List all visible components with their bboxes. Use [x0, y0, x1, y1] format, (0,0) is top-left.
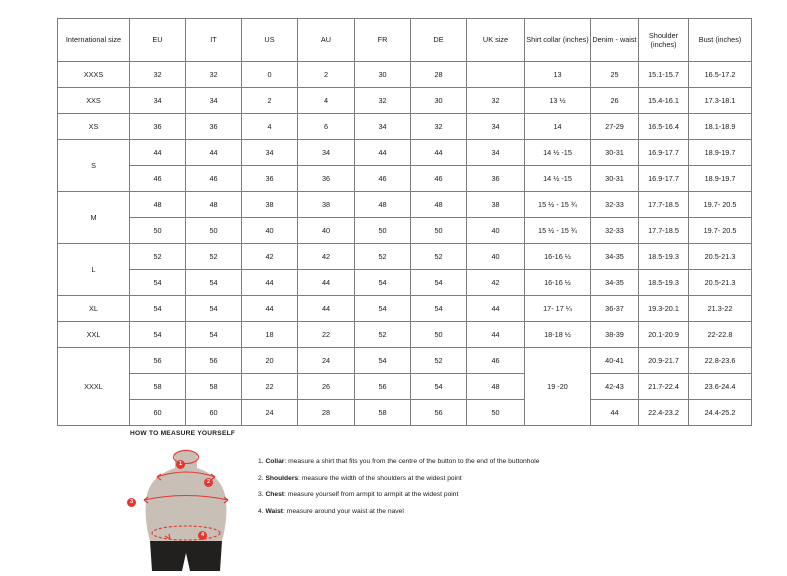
cell-eu: 32 — [130, 62, 186, 88]
cell-bust: 22.8-23.6 — [689, 348, 752, 374]
cell-bust: 17.3-18.1 — [689, 88, 752, 114]
cell-international-size: XL — [58, 296, 130, 322]
cell-denim-waist: 40-41 — [591, 348, 639, 374]
cell-it: 54 — [186, 322, 242, 348]
cell-uk-size: 32 — [467, 88, 525, 114]
cell-au: 44 — [298, 270, 355, 296]
size-table — [57, 18, 752, 426]
cell-fr: 54 — [355, 270, 411, 296]
cell-uk-size: 40 — [467, 218, 525, 244]
cell-eu: 58 — [130, 374, 186, 400]
column-header-denim-waist: Denim - waist — [591, 19, 639, 62]
cell-denim-waist: 30-31 — [591, 166, 639, 192]
cell-de: 52 — [411, 348, 467, 374]
cell-it: 32 — [186, 62, 242, 88]
measure-step-number: 1. — [258, 458, 266, 465]
size-table-container — [57, 18, 742, 426]
cell-de: 48 — [411, 192, 467, 218]
table-row — [58, 62, 752, 88]
mannequin-figure — [130, 443, 240, 568]
cell-shirt-collar: 16-16 ½ — [525, 270, 591, 296]
cell-it: 56 — [186, 348, 242, 374]
column-header-us: US — [242, 19, 298, 62]
cell-de: 30 — [411, 88, 467, 114]
cell-eu: 56 — [130, 348, 186, 374]
table-row — [58, 88, 752, 114]
cell-bust: 23.6-24.4 — [689, 374, 752, 400]
cell-uk-size: 40 — [467, 244, 525, 270]
column-header-uk-size: UK size — [467, 19, 525, 62]
cell-au: 4 — [298, 88, 355, 114]
cell-shirt-collar: 13 ½ — [525, 88, 591, 114]
cell-bust: 20.5-21.3 — [689, 244, 752, 270]
measure-step — [258, 474, 539, 483]
bullet-2-shoulders: 2 — [204, 478, 213, 487]
cell-denim-waist: 42-43 — [591, 374, 639, 400]
cell-it: 48 — [186, 192, 242, 218]
cell-us: 24 — [242, 400, 298, 426]
cell-fr: 52 — [355, 244, 411, 270]
column-header-shoulder: Shoulder (inches) — [639, 19, 689, 62]
cell-shirt-collar: 17- 17 ¼ — [525, 296, 591, 322]
table-row — [58, 270, 752, 296]
cell-fr: 32 — [355, 88, 411, 114]
cell-fr: 58 — [355, 400, 411, 426]
cell-it: 52 — [186, 244, 242, 270]
column-header-eu: EU — [130, 19, 186, 62]
cell-bust: 20.5-21.3 — [689, 270, 752, 296]
cell-fr: 46 — [355, 166, 411, 192]
cell-us: 40 — [242, 218, 298, 244]
cell-eu: 60 — [130, 400, 186, 426]
cell-denim-waist: 32-33 — [591, 192, 639, 218]
bullet-1-collar: 1 — [176, 460, 185, 469]
cell-eu: 48 — [130, 192, 186, 218]
measure-step-text: : measure a shirt that fits you from the centre of the button to the end of the buttonhole — [284, 458, 540, 465]
table-row — [58, 218, 752, 244]
cell-us: 22 — [242, 374, 298, 400]
cell-international-size: XS — [58, 114, 130, 140]
cell-fr: 50 — [355, 218, 411, 244]
cell-shirt-collar: 14 ½ -15 — [525, 166, 591, 192]
cell-fr: 54 — [355, 348, 411, 374]
cell-it: 36 — [186, 114, 242, 140]
table-header — [58, 19, 752, 62]
cell-shirt-collar: 15 ½ - 15 ¾ — [525, 218, 591, 244]
cell-eu: 54 — [130, 270, 186, 296]
cell-de: 54 — [411, 270, 467, 296]
cell-denim-waist: 32-33 — [591, 218, 639, 244]
column-header-bust: Bust (inches) — [689, 19, 752, 62]
column-header-au: AU — [298, 19, 355, 62]
table-row — [58, 322, 752, 348]
cell-it: 50 — [186, 218, 242, 244]
cell-shoulder: 16.9-17.7 — [639, 166, 689, 192]
cell-de: 28 — [411, 62, 467, 88]
column-header-shirt-collar: Shirt collar (inches) — [525, 19, 591, 62]
cell-us: 2 — [242, 88, 298, 114]
cell-eu: 46 — [130, 166, 186, 192]
cell-au: 28 — [298, 400, 355, 426]
cell-eu: 54 — [130, 322, 186, 348]
cell-it: 44 — [186, 140, 242, 166]
cell-bust: 22-22.8 — [689, 322, 752, 348]
table-row — [58, 114, 752, 140]
measure-step-number: 4. — [258, 507, 266, 515]
cell-denim-waist: 30-31 — [591, 140, 639, 166]
cell-de: 54 — [411, 296, 467, 322]
cell-bust: 16.5-17.2 — [689, 62, 752, 88]
cell-us: 44 — [242, 296, 298, 322]
cell-shirt-collar: 14 ½ -15 — [525, 140, 591, 166]
cell-uk-size: 36 — [467, 166, 525, 192]
cell-shoulder: 16.9-17.7 — [639, 140, 689, 166]
cell-shoulder: 20.1-20.9 — [639, 322, 689, 348]
cell-fr: 56 — [355, 374, 411, 400]
cell-shirt-collar: 18-18 ½ — [525, 322, 591, 348]
cell-fr: 48 — [355, 192, 411, 218]
cell-us: 0 — [242, 62, 298, 88]
cell-au: 22 — [298, 322, 355, 348]
how-to-measure-title: HOW TO MEASURE YOURSELF — [130, 430, 236, 437]
cell-denim-waist: 34-35 — [591, 244, 639, 270]
cell-uk-size: 42 — [467, 270, 525, 296]
measure-step — [258, 490, 539, 499]
cell-bust: 18.1-18.9 — [689, 114, 752, 140]
cell-eu: 36 — [130, 114, 186, 140]
cell-shoulder: 15.1-15.7 — [639, 62, 689, 88]
cell-bust: 21.3-22 — [689, 296, 752, 322]
cell-international-size: XXXL — [58, 348, 130, 426]
measure-step-text: : measure the width of the shoulders at the widest point — [298, 474, 462, 482]
table-row — [58, 348, 752, 374]
column-header-fr: FR — [355, 19, 411, 62]
how-to-measure-section — [130, 430, 750, 568]
cell-us: 38 — [242, 192, 298, 218]
cell-us: 4 — [242, 114, 298, 140]
cell-denim-waist: 34-35 — [591, 270, 639, 296]
cell-shirt-collar: 19 -20 — [525, 348, 591, 426]
measure-step-term: Collar — [265, 458, 285, 465]
cell-fr: 54 — [355, 296, 411, 322]
cell-au: 42 — [298, 244, 355, 270]
cell-denim-waist: 27-29 — [591, 114, 639, 140]
cell-international-size: M — [58, 192, 130, 244]
measure-step-term: Shoulders — [265, 474, 299, 482]
cell-de: 44 — [411, 140, 467, 166]
cell-us: 18 — [242, 322, 298, 348]
cell-de: 52 — [411, 244, 467, 270]
column-header-de: DE — [411, 19, 467, 62]
column-header-international-size: International size — [58, 19, 130, 62]
cell-denim-waist: 36-37 — [591, 296, 639, 322]
cell-fr: 44 — [355, 140, 411, 166]
table-row — [58, 400, 752, 426]
cell-bust: 18.9-19.7 — [689, 166, 752, 192]
cell-uk-size: 38 — [467, 192, 525, 218]
cell-shirt-collar: 13 — [525, 62, 591, 88]
cell-it: 54 — [186, 296, 242, 322]
bullet-4-waist: 4 — [198, 531, 207, 540]
measure-steps-list — [258, 443, 539, 523]
cell-international-size: S — [58, 140, 130, 192]
cell-au: 44 — [298, 296, 355, 322]
cell-it: 46 — [186, 166, 242, 192]
cell-bust: 18.9-19.7 — [689, 140, 752, 166]
cell-international-size: XXL — [58, 322, 130, 348]
bullet-3-chest: 3 — [127, 498, 136, 507]
cell-shoulder: 19.3-20.1 — [639, 296, 689, 322]
cell-uk-size: 46 — [467, 348, 525, 374]
cell-international-size: XXS — [58, 88, 130, 114]
cell-eu: 50 — [130, 218, 186, 244]
cell-shoulder: 16.5-16.4 — [639, 114, 689, 140]
column-header-it: IT — [186, 19, 242, 62]
cell-denim-waist: 38-39 — [591, 322, 639, 348]
cell-de: 32 — [411, 114, 467, 140]
cell-shirt-collar: 16-16 ½ — [525, 244, 591, 270]
cell-bust: 24.4-25.2 — [689, 400, 752, 426]
cell-uk-size: 50 — [467, 400, 525, 426]
cell-us: 42 — [242, 244, 298, 270]
cell-shoulder: 18.5-19.3 — [639, 244, 689, 270]
measure-step-term: Chest — [265, 491, 285, 499]
mannequin-illustration — [130, 443, 240, 571]
cell-eu: 54 — [130, 296, 186, 322]
table-row — [58, 192, 752, 218]
cell-au: 36 — [298, 166, 355, 192]
cell-uk-size: 44 — [467, 296, 525, 322]
cell-shirt-collar: 15 ½ - 15 ¾ — [525, 192, 591, 218]
cell-it: 34 — [186, 88, 242, 114]
cell-uk-size — [467, 62, 525, 88]
cell-bust: 19.7- 20.5 — [689, 192, 752, 218]
cell-de: 56 — [411, 400, 467, 426]
cell-shoulder: 22.4-23.2 — [639, 400, 689, 426]
table-row — [58, 140, 752, 166]
table-row — [58, 296, 752, 322]
measure-step-number: 2. — [258, 474, 266, 482]
cell-us: 36 — [242, 166, 298, 192]
cell-fr: 52 — [355, 322, 411, 348]
cell-au: 40 — [298, 218, 355, 244]
cell-denim-waist: 44 — [591, 400, 639, 426]
cell-eu: 34 — [130, 88, 186, 114]
cell-uk-size: 48 — [467, 374, 525, 400]
cell-de: 46 — [411, 166, 467, 192]
cell-us: 20 — [242, 348, 298, 374]
table-row — [58, 374, 752, 400]
cell-shirt-collar: 14 — [525, 114, 591, 140]
cell-international-size: L — [58, 244, 130, 296]
cell-eu: 44 — [130, 140, 186, 166]
cell-uk-size: 34 — [467, 114, 525, 140]
cell-fr: 34 — [355, 114, 411, 140]
cell-it: 54 — [186, 270, 242, 296]
cell-fr: 30 — [355, 62, 411, 88]
cell-au: 38 — [298, 192, 355, 218]
measure-step-number: 3. — [258, 491, 266, 499]
how-to-measure-body — [130, 443, 750, 568]
cell-de: 50 — [411, 218, 467, 244]
cell-uk-size: 44 — [467, 322, 525, 348]
cell-de: 54 — [411, 374, 467, 400]
cell-shoulder: 20.9-21.7 — [639, 348, 689, 374]
table-body — [58, 62, 752, 426]
table-header-row — [58, 19, 752, 62]
cell-international-size: XXXS — [58, 62, 130, 88]
measure-step-term: Waist — [265, 507, 284, 515]
cell-au: 6 — [298, 114, 355, 140]
measure-step — [258, 507, 539, 516]
cell-au: 2 — [298, 62, 355, 88]
cell-shoulder: 21.7-22.4 — [639, 374, 689, 400]
cell-it: 58 — [186, 374, 242, 400]
cell-us: 34 — [242, 140, 298, 166]
cell-us: 44 — [242, 270, 298, 296]
measure-step-text: : measure yourself from armpit to armpit at the widest point — [284, 491, 459, 499]
cell-au: 34 — [298, 140, 355, 166]
cell-shoulder: 18.5-19.3 — [639, 270, 689, 296]
cell-denim-waist: 25 — [591, 62, 639, 88]
cell-de: 50 — [411, 322, 467, 348]
cell-shoulder: 17.7-18.5 — [639, 218, 689, 244]
measure-step — [258, 457, 539, 466]
cell-au: 26 — [298, 374, 355, 400]
measure-step-text: : measure around your waist at the navel — [283, 507, 404, 515]
cell-shoulder: 15.4-16.1 — [639, 88, 689, 114]
cell-uk-size: 34 — [467, 140, 525, 166]
table-row — [58, 166, 752, 192]
cell-shoulder: 17.7-18.5 — [639, 192, 689, 218]
cell-it: 60 — [186, 400, 242, 426]
cell-bust: 19.7- 20.5 — [689, 218, 752, 244]
cell-denim-waist: 26 — [591, 88, 639, 114]
cell-au: 24 — [298, 348, 355, 374]
cell-eu: 52 — [130, 244, 186, 270]
table-row — [58, 244, 752, 270]
